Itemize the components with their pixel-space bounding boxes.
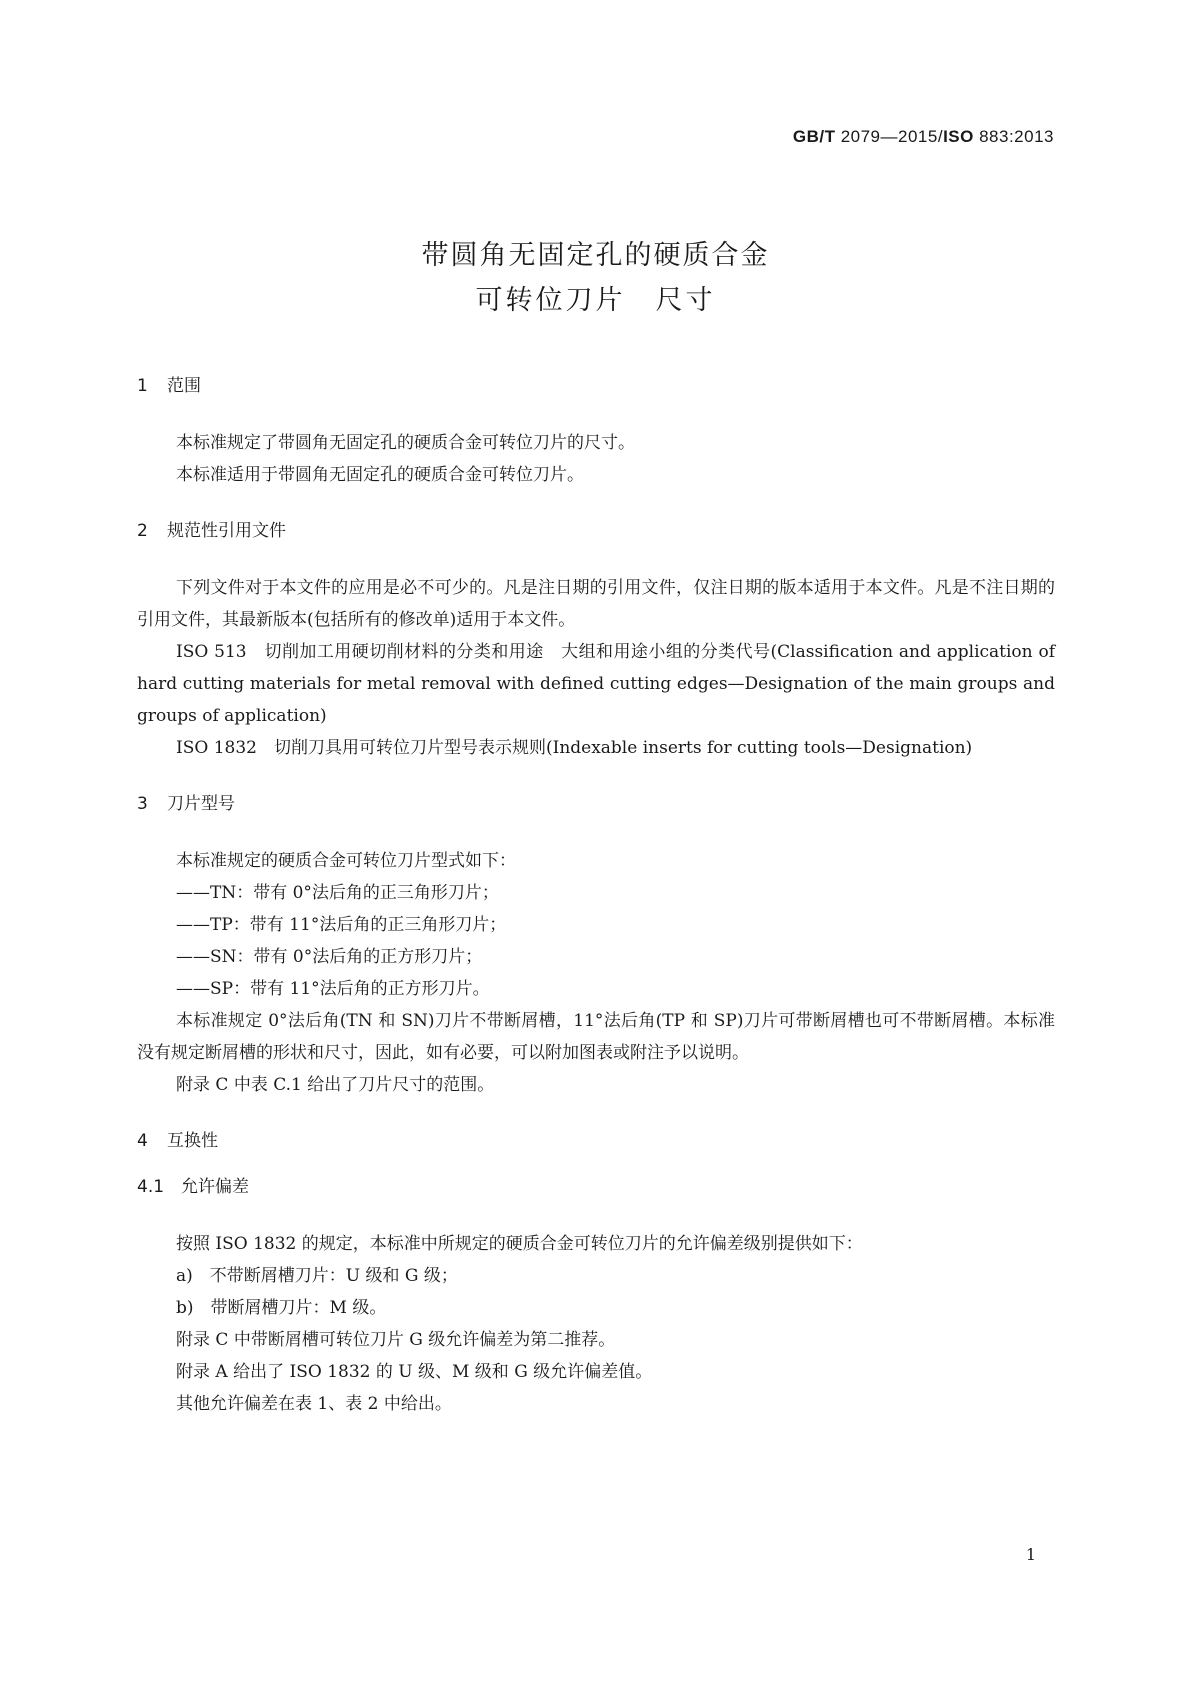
paragraph: 下列文件对于本文件的应用是必不可少的。凡是注日期的引用文件，仅注日期的版本适用于本文件。凡是不注日期的引用文件，其最新版本(包括所有的修改单)适用于本文件。 (137, 578, 1055, 630)
paragraph: 附录 C 中带断屑槽可转位刀片 G 级允许偏差为第二推荐。 (176, 1330, 616, 1350)
paragraph: 本标准规定的硬质合金可转位刀片型式如下： (176, 851, 516, 871)
section-title: 规范性引用文件 (167, 521, 286, 541)
paragraph: 本标准规定了带圆角无固定孔的硬质合金可转位刀片的尺寸。 (176, 433, 635, 453)
paragraph: 本标准适用于带圆角无固定孔的硬质合金可转位刀片。 (176, 465, 584, 485)
title-line-1: 带圆角无固定孔的硬质合金 (421, 240, 770, 271)
section-2-heading (137, 515, 1055, 547)
paragraph: 本标准规定 0°法后角(TN 和 SN)刀片不带断屑槽，11°法后角(TP 和 SP)刀片可带断屑槽也可不带断屑槽。本标准没有规定断屑槽的形状和尺寸，因此，如有必要，可以附加图表或附注予以说明。 (137, 1011, 1055, 1063)
paragraph: 其他允许偏差在表 1、表 2 中给出。 (176, 1394, 452, 1414)
paragraph: 附录 C 中表 C.1 给出了刀片尺寸的范围。 (176, 1075, 495, 1095)
title-line-2: 可转位刀片 尺寸 (475, 285, 716, 316)
list-item: ——TP：带有 11°法后角的正三角形刀片； (176, 915, 507, 935)
subsection-title: 允许偏差 (181, 1177, 249, 1197)
section-number: 4 (137, 1131, 148, 1151)
std-prefix: GB/T (792, 127, 836, 146)
iso-prefix: ISO (943, 127, 974, 146)
reference-iso-513: ISO 513 切削加工用硬切削材料的分类和用途 大组和用途小组的分类代号(Classification and application of hard cutting materials for metal removal with defined cutting edges—Designation of the main groups and groups of application) (137, 642, 1055, 726)
section-number: 3 (137, 794, 148, 814)
section-number: 2 (137, 521, 148, 541)
paragraph: 附录 A 给出了 ISO 1832 的 U 级、M 级和 G 级允许偏差值。 (176, 1362, 653, 1382)
list-item: ——SP：带有 11°法后角的正方形刀片。 (176, 979, 490, 999)
section-title: 范围 (167, 376, 201, 396)
document-body (137, 370, 1055, 1420)
subsection-number: 4.1 (137, 1177, 165, 1197)
std-number: 2079—2015/ (835, 127, 944, 146)
page-number: 1 (1025, 1545, 1036, 1564)
section-4-heading (137, 1125, 1055, 1157)
paragraph: 按照 ISO 1832 的规定，本标准中所规定的硬质合金可转位刀片的允许偏差级别提供如下： (176, 1234, 863, 1254)
iso-number: 883:2013 (973, 127, 1054, 146)
list-item: ——TN：带有 0°法后角的正三角形刀片； (176, 883, 499, 903)
subsection-4-1-heading (137, 1171, 1055, 1203)
reference-iso-1832: ISO 1832 切削刀具用可转位刀片型号表示规则(Indexable inserts for cutting tools—Designation) (176, 738, 973, 758)
list-item: ——SN：带有 0°法后角的正方形刀片； (176, 947, 483, 967)
standard-header (793, 127, 1054, 147)
document-title (0, 233, 1191, 323)
list-item: a) 不带断屑槽刀片：U 级和 G 级； (176, 1266, 458, 1286)
list-item: b) 带断屑槽刀片：M 级。 (176, 1298, 387, 1318)
section-1-heading (137, 370, 1055, 402)
section-3-heading (137, 788, 1055, 820)
section-title: 互换性 (167, 1131, 218, 1151)
section-number: 1 (137, 376, 148, 396)
section-title: 刀片型号 (167, 794, 235, 814)
